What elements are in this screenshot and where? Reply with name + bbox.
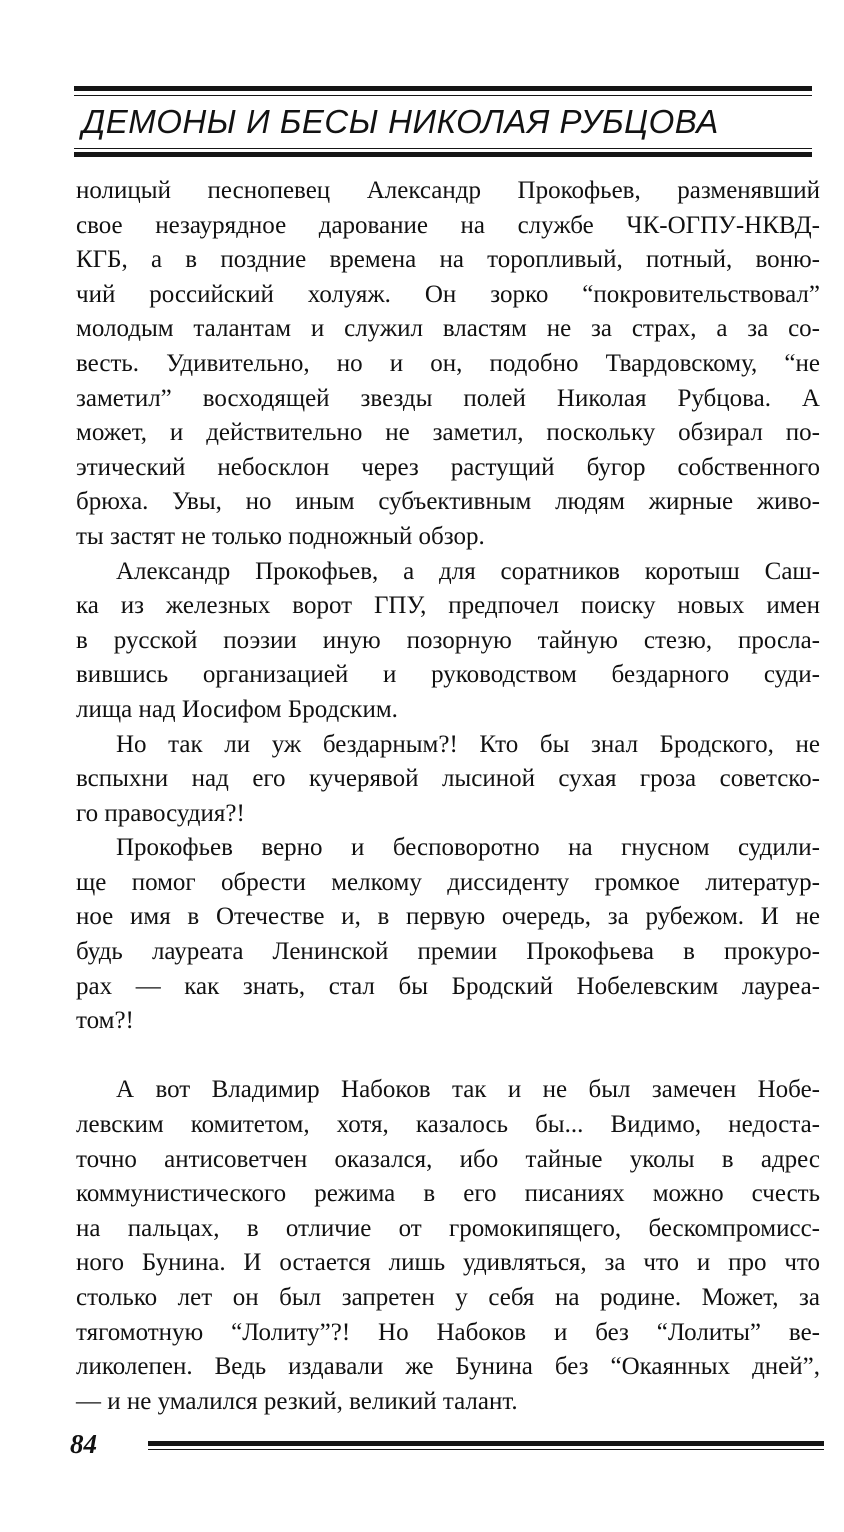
text-line: ного Бунина. И остается лишь удивляться, за что и про что — [76, 1249, 820, 1277]
text-line: ликолепен. Ведь издавали же Бунина без “Окаянных дней”, — [76, 1353, 820, 1381]
text-line: вившись организацией и руководством бездарного суди- — [76, 661, 820, 689]
text-line: ще помог обрести мелкому диссиденту громкое литератур- — [76, 868, 820, 896]
text-line: столько лет он был запретен у себя на родине. Может, за — [76, 1284, 820, 1311]
text-line: свое незаурядное дарование на службе ЧК-ОГПУ-НКВД- — [76, 211, 820, 239]
body-text — [76, 174, 820, 1419]
text-line: молодым талантам и служил властям не за страх, а за со- — [76, 315, 820, 343]
paragraph-first-line: Но так ли уж бездарным?! Кто бы знал Бродского, не — [116, 730, 820, 758]
running-title: ДЕМОНЫ И БЕСЫ НИКОЛАЯ РУБЦОВА — [82, 103, 719, 140]
text-line: брюха. Увы, но иным субъективным людям жирные живо- — [76, 488, 820, 516]
footer-rule-thin — [148, 1449, 824, 1450]
text-line: на пальцах, в отличие от громокипящего, бескомпромисс- — [76, 1214, 820, 1242]
text-line: лища над Иосифом Бродским. — [76, 695, 398, 723]
paragraph-first-line: А вот Владимир Набоков так и не был замечен Нобе- — [116, 1076, 820, 1104]
header-rule-top-thin — [74, 95, 812, 96]
text-line: КГБ, а в поздние времена на торопливый, потный, воню- — [76, 246, 820, 274]
text-line: весть. Удивительно, но и он, подобно Твардовскому, “не — [76, 349, 820, 377]
text-line: ка из железных ворот ГПУ, предпочел поиску новых имен — [76, 592, 820, 620]
paragraph-first-line: Прокофьев верно и бесповоротно на гнусном судили- — [116, 834, 820, 862]
header-rule-top — [74, 86, 812, 91]
text-line: ное имя в Отечестве и, в первую очередь, за рубежом. И не — [76, 903, 820, 931]
text-line: ты застят не только подножный обзор. — [76, 522, 485, 550]
text-line: го правосудия?! — [76, 799, 245, 827]
text-line: будь лауреата Ленинской премии Прокофьева в прокуро- — [76, 938, 820, 966]
text-line: вспыхни над его кучерявой лысиной сухая гроза советско- — [76, 765, 820, 793]
text-line: — и не умалился резкий, великий талант. — [76, 1387, 518, 1415]
text-line: может, и действительно не заметил, поскольку обзирал по- — [76, 419, 820, 447]
header-rule-bottom — [74, 152, 812, 157]
text-line: этический небосклон через растущий бугор собственного — [76, 453, 820, 481]
page-number: 84 — [70, 1429, 97, 1459]
text-line: коммунистического режима в его писаниях можно счесть — [76, 1180, 820, 1208]
footer-rule — [148, 1441, 824, 1446]
text-line: тягомотную “Лолиту”?! Но Набоков и без “Лолиты” ве- — [76, 1318, 820, 1346]
text-line: в русской поэзии иную позорную тайную стезю, просла- — [76, 626, 820, 654]
section-break — [76, 1039, 820, 1074]
text-line: заметил” восходящей звезды полей Николая Рубцова. А — [76, 384, 820, 412]
text-line: нолицый песнопевец Александр Прокофьев, разменявший — [76, 177, 820, 204]
paragraph-first-line: Александр Прокофьев, а для соратников коротыш Саш- — [116, 557, 820, 585]
text-line: чий российский холуяж. Он зорко “покровительствовал” — [76, 280, 820, 308]
text-line: рах — как знать, стал бы Бродский Нобелевским лауреа- — [76, 972, 820, 1000]
text-line: том?! — [76, 1007, 134, 1035]
text-line: левским комитетом, хотя, казалось бы... Видимо, недоста- — [76, 1111, 820, 1139]
header-rule-bottom-thin — [74, 148, 812, 149]
text-line: точно антисоветчен оказался, ибо тайные уколы в адрес — [76, 1145, 820, 1173]
